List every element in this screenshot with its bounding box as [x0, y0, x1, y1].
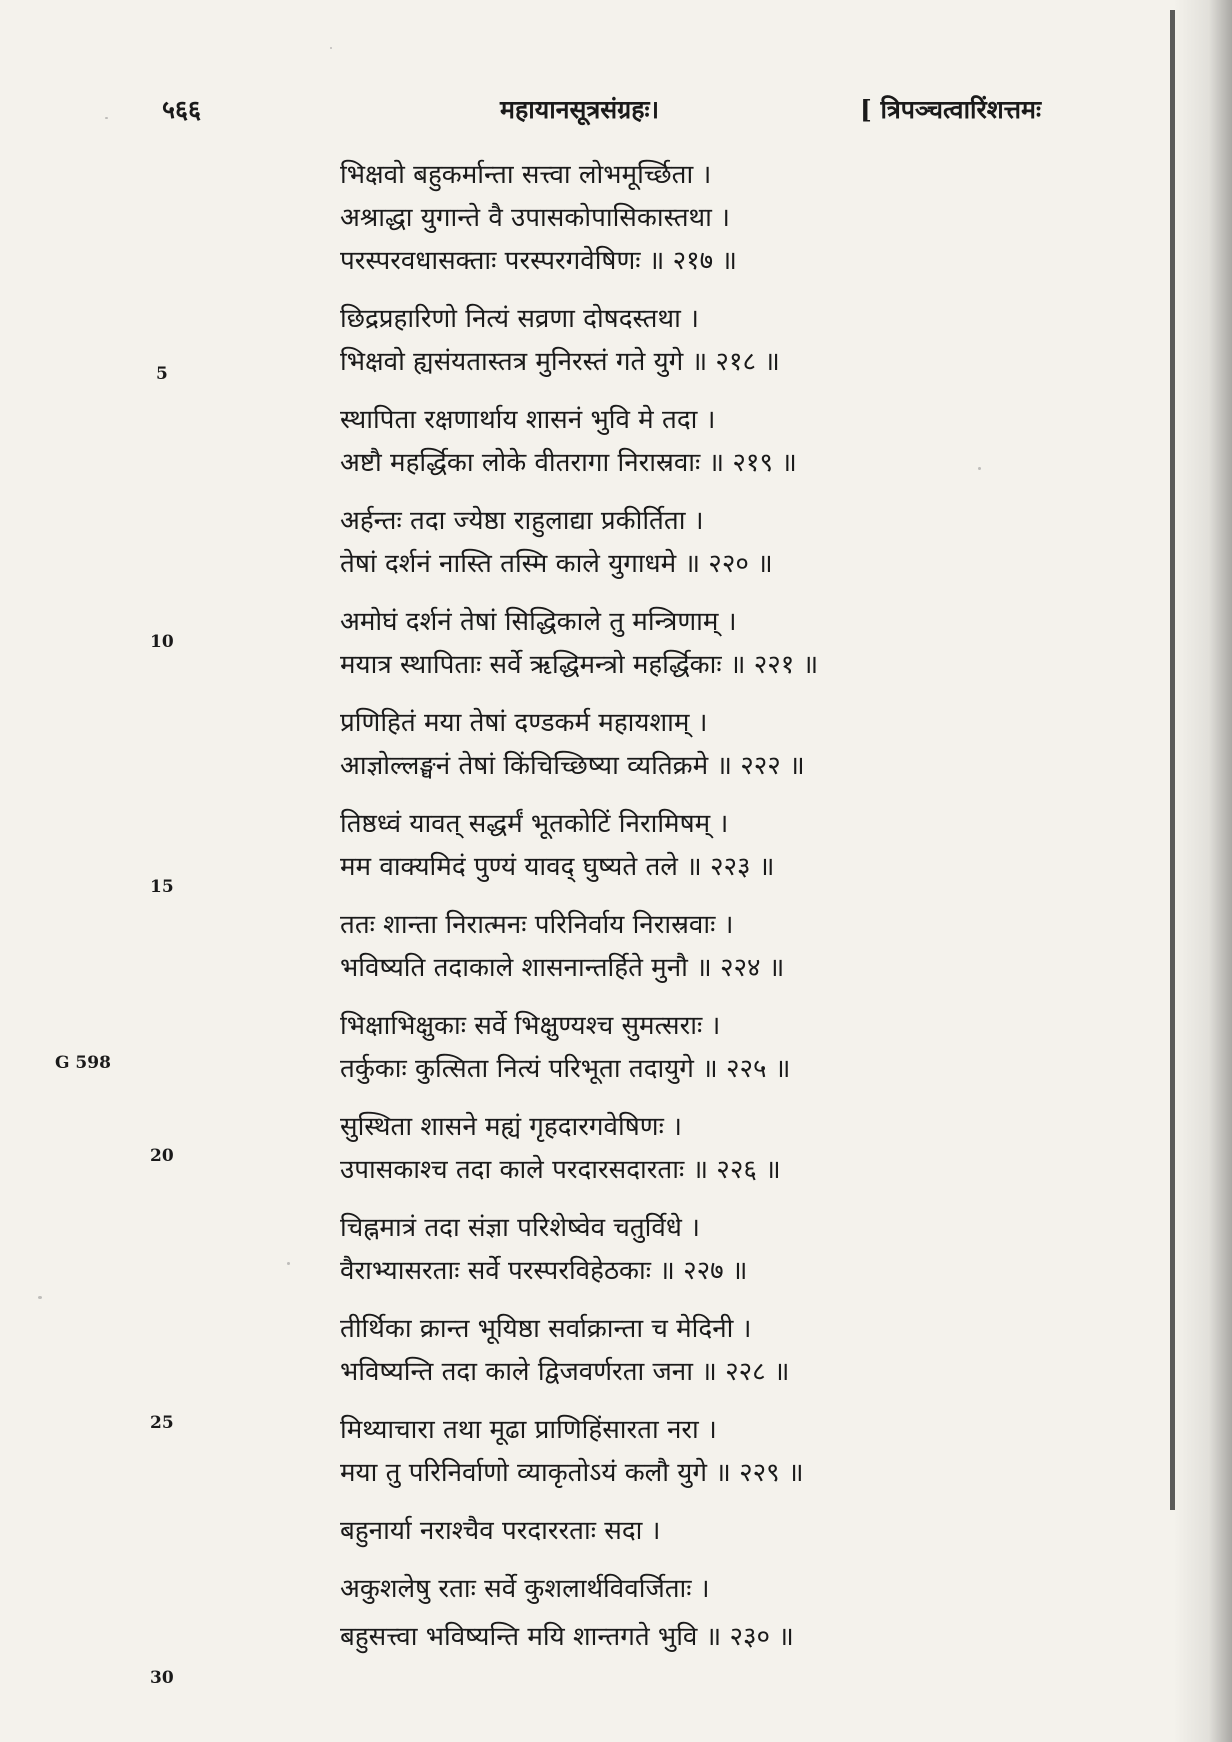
line-number: 30: [150, 1668, 174, 1688]
scan-speck: [38, 1296, 42, 1299]
chapter-heading: [ त्रिपञ्चत्वारिंशत्तमः: [860, 95, 1042, 124]
verse-line: मिथ्याचारा तथा मूढा प्राणिहिंसारता नरा ।: [340, 1415, 717, 1445]
verse-line: भिक्षवो बहुकर्मान्ता सत्त्वा लोभमूर्च्छिता ।: [340, 160, 712, 190]
verse-line: उपासकाश्च तदा काले परदारसदारताः ॥ २२६ ॥: [340, 1155, 781, 1185]
line-number: 5: [156, 364, 168, 384]
verse-line: स्थापिता रक्षणार्थाय शासनं भुवि मे तदा ।: [340, 405, 716, 435]
scan-speck: [287, 1262, 290, 1265]
scan-speck: [978, 467, 981, 470]
page-number: ५६६: [162, 95, 202, 124]
verse-line: तेषां दर्शनं नास्ति तस्मि काले युगाधमे ॥ २२० ॥: [340, 549, 773, 579]
verse-line: अर्हन्तः तदा ज्येष्ठा राहुलाद्या प्रकीर्तिता ।: [340, 506, 704, 536]
verse-line: छिद्रप्रहारिणो नित्यं सव्रणा दोषदस्तथा ।: [340, 304, 699, 334]
verse-line: तीर्थिका क्रान्त भूयिष्ठा सर्वाक्रान्ता च मेदिनी ।: [340, 1314, 752, 1344]
running-title: महायानसूत्रसंग्रहः।: [500, 95, 660, 124]
verse-line: बहुसत्त्वा भविष्यन्ति मयि शान्तगते भुवि ॥ २३० ॥: [340, 1622, 794, 1652]
scan-speck: [330, 47, 332, 49]
line-number: 20: [150, 1146, 174, 1166]
verse-line: मयात्र स्थापिताः सर्वे ऋद्धिमन्त्रो महर्द्धिकाः ॥ २२१ ॥: [340, 650, 819, 680]
verse-line: मम वाक्यमिदं पुण्यं यावद् घुष्यते तले ॥ २२३ ॥: [340, 852, 775, 882]
verse-line: तर्कुकाः कुत्सिता नित्यं परिभूता तदायुगे ॥ २२५ ॥: [340, 1054, 791, 1084]
verse-line: वैराभ्यासरताः सर्वे परस्परविहेठकाः ॥ २२७ ॥: [340, 1256, 748, 1286]
line-number: 10: [150, 632, 174, 652]
verse-line: बहुनार्या नराश्चैव परदाररताः सदा ।: [340, 1516, 661, 1546]
verse-line: ततः शान्ता निरात्मनः परिनिर्वाय निरास्रवाः ।: [340, 910, 734, 940]
verse-line: भिक्षवो ह्यसंयतास्तत्र मुनिरस्तं गते युगे ॥ २१८ ॥: [340, 347, 780, 377]
verse-line: अकुशलेषु रताः सर्वे कुशलार्थविवर्जिताः ।: [340, 1574, 710, 1604]
scan-edge-line: [1170, 10, 1175, 1510]
verse-line: सुस्थिता शासने मह्यं गृहदारगवेषिणः ।: [340, 1112, 682, 1142]
line-number: 15: [150, 877, 174, 897]
scan-speck: [105, 117, 108, 119]
verse-line: भिक्षाभिक्षुकाः सर्वे भिक्षुण्यश्च सुमत्सराः ।: [340, 1011, 721, 1041]
verse-line: मया तु परिनिर्वाणो व्याकृतोऽयं कलौ युगे ॥ २२९ ॥: [340, 1458, 804, 1488]
line-number: 25: [150, 1413, 174, 1433]
verse-line: अष्टौ महर्द्धिका लोके वीतरागा निरास्रवाः ॥ २१९ ॥: [340, 448, 797, 478]
verse-line: परस्परवधासक्ताः परस्परगवेषिणः ॥ २१७ ॥: [340, 246, 738, 276]
verse-line: अमोघं दर्शनं तेषां सिद्धिकाले तु मन्त्रिणाम् ।: [340, 607, 737, 637]
verse-line: चिह्नमात्रं तदा संज्ञा परिशेष्वेव चतुर्विधे ।: [340, 1213, 700, 1243]
verse-line: प्रणिहितं मया तेषां दण्डकर्म महायशाम् ।: [340, 708, 708, 738]
scan-edge-shadow: [1174, 0, 1232, 1742]
verse-line: भविष्यति तदाकाले शासनान्तर्हिते मुनौ ॥ २२४ ॥: [340, 953, 785, 983]
verse-line: भविष्यन्ति तदा काले द्विजवर्णरता जना ॥ २२८ ॥: [340, 1357, 790, 1387]
edition-reference: G 598: [55, 1053, 111, 1073]
verse-line: तिष्ठध्वं यावत् सद्धर्मं भूतकोटिं निरामिषम् ।: [340, 809, 729, 839]
verse-line: आज्ञोल्लङ्घनं तेषां किंचिच्छिष्या व्यतिक्रमे ॥ २२२ ॥: [340, 751, 805, 781]
verse-line: अश्राद्धा युगान्ते वै उपासकोपासिकास्तथा ।: [340, 203, 730, 233]
